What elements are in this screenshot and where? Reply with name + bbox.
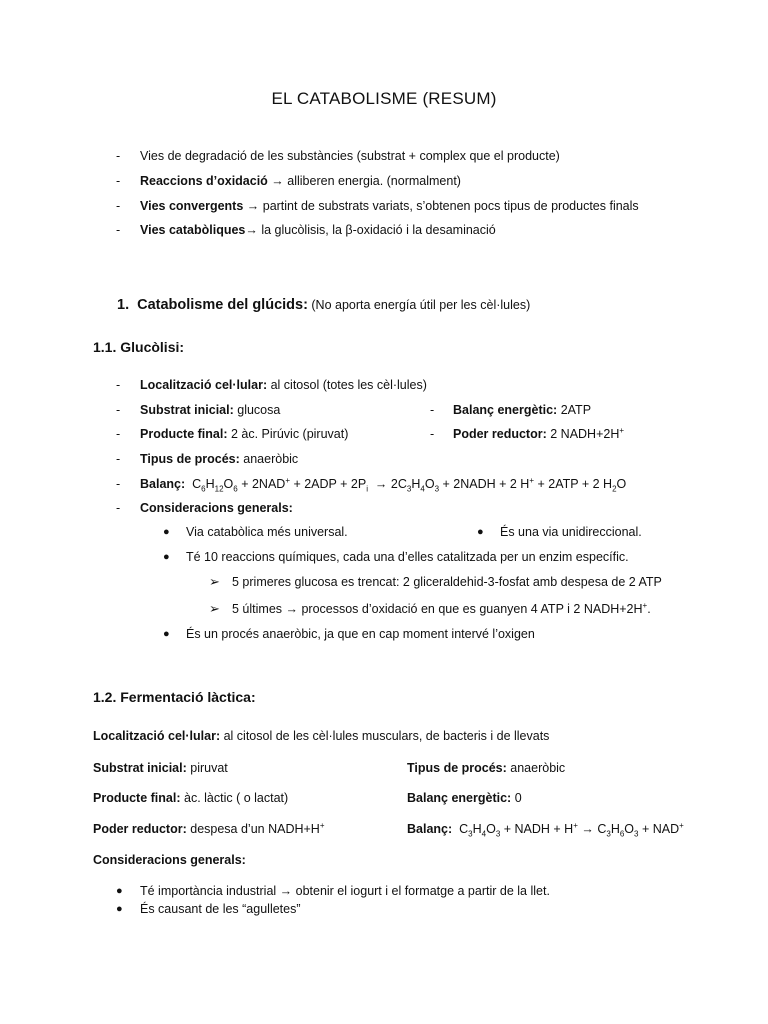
glucolisi-process-type-label: Tipus de procés: (140, 452, 240, 466)
glucolisi-equation: Balanç: $C_6H_{12}O_6 + 2NAD^+ + 2ADP + 2P_i \to 2C_3H_4O_3$ + 2NADH + 2 H+ + 2ATP + 2 $H_2O$ (140, 475, 627, 494)
section-1-note: (No aporta energía útil per les cèl·lules) (307, 298, 531, 312)
glucolisi-process-type-value: anaeròbic (239, 452, 299, 466)
intro-item-3-label: Vies convergents (140, 199, 244, 213)
fermentation-reducing-power-label: Poder reductor: (93, 822, 187, 836)
consideration-item: Via catabòlica més universal. (186, 525, 348, 539)
section-1-number: 1. (117, 297, 130, 313)
fermentation-final-product-value: àc. làctic ( o lactat) (180, 791, 289, 805)
glucolisi-final-product (140, 426, 348, 442)
fermentation-location-value: al citosol de les cèl·lules musculars, de bacteris i de llevats (220, 729, 550, 743)
superscript: + (319, 820, 325, 830)
fermentation-process-type-label: Tipus de procés: (407, 761, 507, 775)
consideration-item: Té importància industrial → obtenir el iogurt i el formatge a partir de la llet. (140, 884, 550, 898)
fermentation-reducing-power (93, 821, 325, 837)
glucolisi-location-value: al citosol (totes les cèl·lules) (267, 378, 427, 392)
glucolisi-substrate-value: glucosa (233, 403, 281, 417)
bullet-icon: ● (163, 628, 170, 640)
intro-item-2-text: → alliberen energia. (normalment) (267, 174, 461, 188)
sub-consideration-text: 5 últimes → processos d’oxidació en que es guanyen 4 ATP i 2 NADH+2H (232, 602, 643, 616)
fermentation-process-type-value: anaeròbic (506, 761, 566, 775)
glucolisi-reducing-power-value: 2 NADH+2H (546, 427, 620, 441)
fermentation-equation-label: Balanç: (407, 822, 453, 836)
superscript: + (619, 425, 625, 435)
fermentation-process-type (407, 760, 565, 776)
fermentation-considerations (93, 852, 246, 868)
fermentation-considerations-label: Consideracions generals: (93, 853, 246, 867)
dash-marker: - (116, 174, 121, 188)
dash-marker: - (116, 223, 121, 237)
dash-marker: - (116, 501, 121, 515)
dash-marker: - (430, 427, 435, 441)
consideration-item: Té 10 reaccions químiques, cada una d’elles catalitzada per un enzim específic. (186, 550, 629, 564)
arrowhead-bullet-icon: ➢ (209, 574, 220, 589)
fermentation-substrate-label: Substrat inicial: (93, 761, 187, 775)
intro-item-4-text: → la glucòlisis, la β-oxidació i la desaminació (245, 223, 496, 237)
fermentation-location-label: Localització cel·lular: (93, 729, 221, 743)
dash-marker: - (116, 378, 121, 392)
glucolisi-equation-label: Balanç: (140, 477, 186, 491)
bullet-icon: ● (116, 885, 123, 897)
glucolisi-final-product-value: 2 àc. Pirúvic (piruvat) (227, 427, 349, 441)
glucolisi-final-product-label: Producte final: (140, 427, 228, 441)
arrowhead-bullet-icon: ➢ (209, 601, 220, 616)
superscript: + (642, 600, 648, 610)
glucolisi-substrate-label: Substrat inicial: (140, 403, 234, 417)
intro-item-2 (140, 173, 461, 189)
bullet-icon: ● (163, 551, 170, 563)
page-title: EL CATABOLISME (RESUM) (271, 89, 497, 108)
fermentation-energy-balance-label: Balanç energètic: (407, 791, 512, 805)
glucolisi-energy-balance-value: 2ATP (557, 403, 592, 417)
period: . (647, 602, 651, 616)
glucolisi-energy-balance (453, 402, 591, 418)
consideration-item: És un procés anaeròbic, ja que en cap moment intervé l’oxigen (186, 627, 535, 641)
glucolisi-substrate (140, 402, 280, 418)
consideration-item: És una via unidireccional. (500, 525, 642, 539)
bullet-icon: ● (116, 903, 123, 915)
intro-item-4-label: Vies catabòliques (140, 223, 246, 237)
dash-marker: - (116, 149, 121, 163)
fermentation-energy-balance-value: 0 (511, 791, 522, 805)
sub-consideration-item (232, 601, 651, 617)
section-1-title: Catabolisme del glúcids: (137, 297, 308, 313)
fermentation-energy-balance (407, 790, 522, 806)
dash-marker: - (116, 199, 121, 213)
section-1-heading (117, 297, 530, 313)
fermentation-substrate (93, 760, 228, 776)
sub-consideration-item: 5 primeres glucosa es trencat: 2 gliceraldehid-3-fosfat amb despesa de 2 ATP (232, 575, 662, 589)
dash-marker: - (116, 477, 121, 491)
intro-item-3-text: → partint de substrats variats, s’obtenen pocs tipus de productes finals (243, 199, 639, 213)
fermentation-substrate-value: piruvat (186, 761, 228, 775)
section-1-1-heading: 1.1. Glucòlisi: (93, 339, 185, 355)
dash-marker: - (116, 403, 121, 417)
glucolisi-reducing-power (453, 426, 624, 442)
bullet-icon: ● (477, 526, 484, 538)
fermentation-final-product-label: Producte final: (93, 791, 181, 805)
section-1-2-heading: 1.2. Fermentació làctica: (93, 689, 256, 705)
fermentation-equation: Balanç: $C_3H_4O_3$ + NADH + $H^+ \to C_3H_6O_3 + NAD^+$ (407, 820, 684, 839)
bullet-icon: ● (163, 526, 170, 538)
glucolisi-considerations-label: Consideracions generals: (140, 501, 293, 515)
dash-marker: - (116, 452, 121, 466)
dash-marker: - (116, 427, 121, 441)
glucolisi-energy-balance-label: Balanç energètic: (453, 403, 558, 417)
glucolisi-location (140, 377, 427, 393)
intro-item-1 (140, 148, 560, 164)
fermentation-final-product (93, 790, 288, 806)
glucolisi-location-label: Localització cel·lular: (140, 378, 268, 392)
intro-item-3 (140, 198, 639, 214)
intro-item-4 (140, 222, 496, 238)
fermentation-reducing-power-value: despesa d’un NADH+H (186, 822, 320, 836)
fermentation-location (93, 728, 549, 744)
glucolisi-process-type (140, 451, 298, 467)
consideration-item: És causant de les “agulletes” (140, 902, 301, 916)
glucolisi-reducing-power-label: Poder reductor: (453, 427, 547, 441)
glucolisi-considerations (140, 500, 293, 516)
intro-item-2-label: Reaccions d’oxidació (140, 174, 268, 188)
intro-item-1-text: Vies de degradació de les substàncies (substrat + complex que el producte) (140, 149, 560, 163)
dash-marker: - (430, 403, 435, 417)
